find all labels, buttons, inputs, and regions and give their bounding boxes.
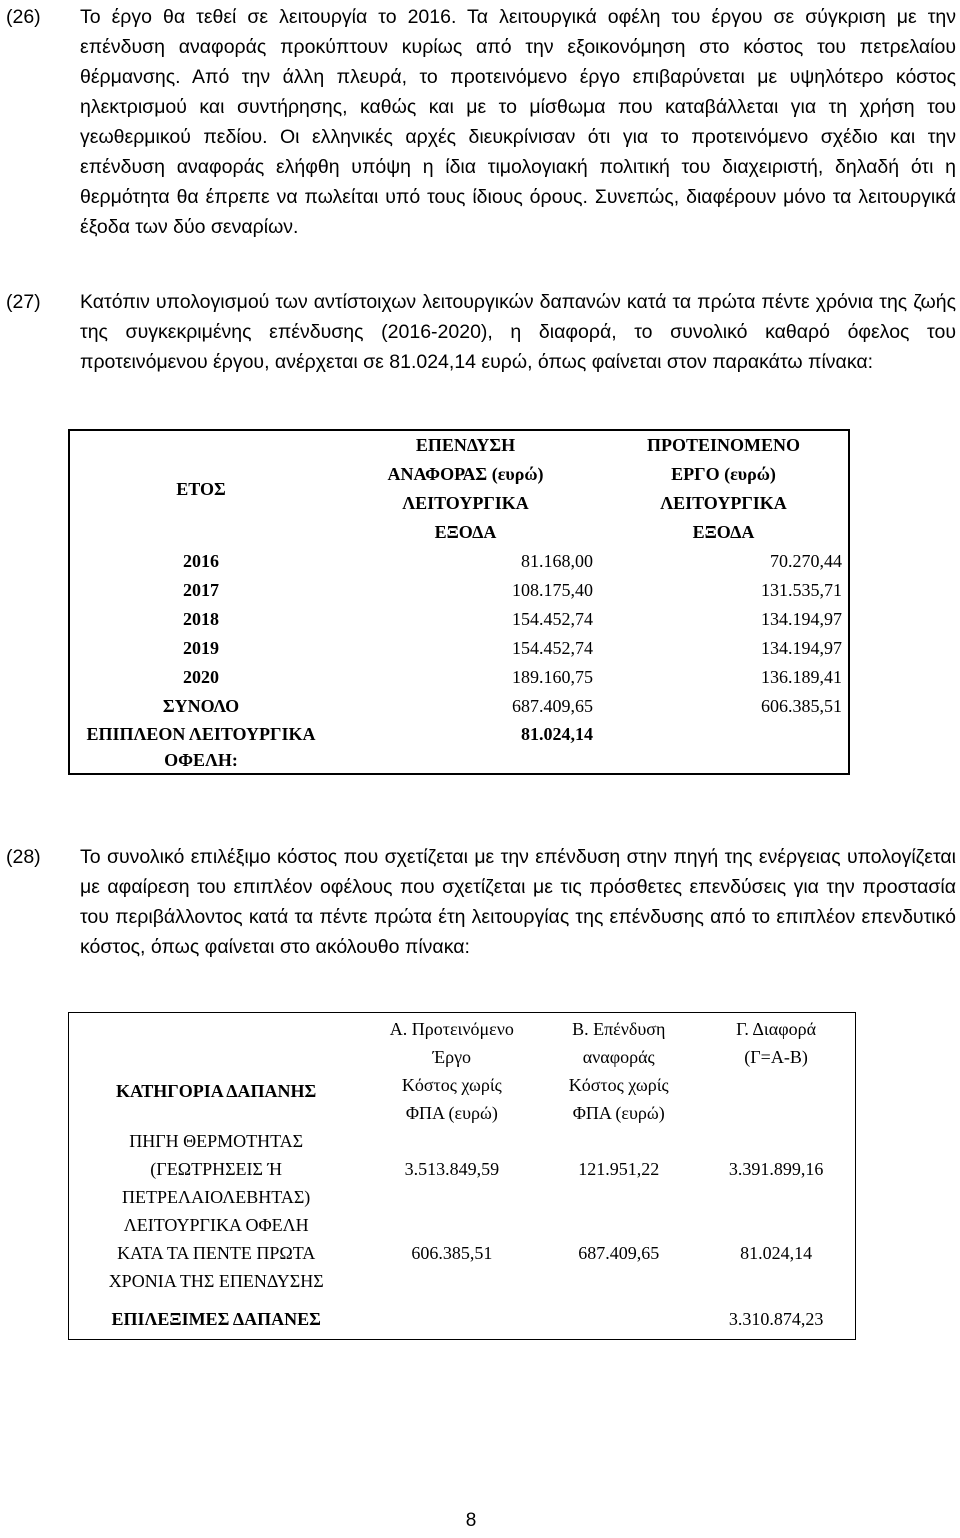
category-cell — [69, 1127, 364, 1211]
table-row — [69, 1127, 856, 1211]
table-row — [69, 547, 849, 576]
header-col-b-mid: αναφοράς — [582, 1047, 655, 1067]
category-line: ΛΕΙΤΟΥΡΓΙΚΑ ΟΦΕΛΗ — [123, 1215, 309, 1235]
proposed-cost-cell: 70.270,44 — [770, 551, 842, 571]
year-cell: 2016 — [183, 551, 219, 571]
extra-benefit-value: 81.024,14 — [521, 724, 594, 744]
category-line: (ΓΕΩΤΡΗΣΕΙΣ Ή — [150, 1159, 283, 1179]
value-b-cell: 687.409,65 — [578, 1243, 660, 1263]
value-b-cell: 121.951,22 — [578, 1159, 660, 1179]
header-proposed-top: ΠΡΟΤΕΙΝΟΜΕΝΟ — [647, 435, 801, 455]
extra-benefit-label — [69, 721, 332, 774]
category-header: ΚΑΤΗΓΟΡΙΑ ΔΑΠΑΝΗΣ — [116, 1081, 317, 1101]
total-proposed-cell: 606.385,51 — [761, 696, 842, 716]
header-col-b-cost1: Κόστος χωρίς — [568, 1075, 669, 1095]
proposed-cost-cell: 136.189,41 — [761, 667, 842, 687]
header-proposed-sub-b: ΕΞΟΔΑ — [692, 522, 755, 542]
year-cell: 2020 — [183, 667, 219, 687]
extra-benefit-label-line2: ΟΦΕΛΗ: — [164, 750, 238, 770]
value-a-cell: 606.385,51 — [411, 1243, 493, 1263]
header-col-c-mid: (Γ=Α-Β) — [744, 1047, 808, 1067]
year-cell: 2018 — [183, 609, 219, 629]
header-row — [69, 1013, 856, 1128]
header-col-b-cost2: ΦΠΑ (ευρώ) — [572, 1103, 665, 1123]
paragraph-number: (28) — [6, 846, 41, 868]
header-proposed-sub-a: ΛΕΙΤΟΥΡΓΙΚΑ — [660, 493, 787, 513]
proposed-cost-cell: 131.535,71 — [761, 580, 842, 600]
category-line: ΧΡΟΝΙΑ ΤΗΣ ΕΠΕΝΔΥΣΗΣ — [108, 1271, 324, 1291]
eligible-costs-label: ΕΠΙΛΕΞΙΜΕΣ ΔΑΠΑΝΕΣ — [111, 1309, 321, 1329]
reference-cost-cell: 108.175,40 — [512, 580, 594, 600]
proposed-cost-cell: 134.194,97 — [761, 609, 842, 629]
eligible-costs-value: 3.310.874,23 — [728, 1309, 824, 1329]
category-cell — [69, 1211, 364, 1295]
total-label: ΣΥΝΟΛΟ — [162, 696, 240, 716]
header-reference-mid: ΑΝΑΦΟΡΑΣ (ευρώ) — [387, 464, 544, 484]
total-row — [69, 692, 849, 721]
header-col-b — [540, 1013, 697, 1128]
header-proposed-mid: ΕΡΓΟ (ευρώ) — [671, 464, 776, 484]
proposed-cost-cell: 134.194,97 — [761, 638, 842, 658]
year-cell: 2019 — [183, 638, 219, 658]
table-row — [69, 663, 849, 692]
reference-cost-cell: 154.452,74 — [512, 609, 594, 629]
reference-cost-cell: 189.160,75 — [512, 667, 594, 687]
header-col-a-mid: Έργο — [432, 1047, 472, 1067]
header-col-c — [697, 1013, 855, 1128]
operating-costs-table — [68, 429, 850, 775]
header-reference-sub-a: ΛΕΙΤΟΥΡΓΙΚΑ — [402, 493, 529, 513]
total-reference-cell: 687.409,65 — [512, 696, 594, 716]
header-year: ΕΤΟΣ — [176, 478, 226, 499]
header-col-a-cost1: Κόστος χωρίς — [401, 1075, 502, 1095]
value-c-cell: 3.391.899,16 — [728, 1159, 824, 1179]
reference-cost-cell: 81.168,00 — [521, 551, 594, 571]
header-reference-top: ΕΠΕΝΔΥΣΗ — [415, 435, 516, 455]
paragraph-number: (26) — [6, 6, 41, 28]
header-col-b-top: Β. Επένδυση — [572, 1019, 666, 1039]
value-a-cell: 3.513.849,59 — [404, 1159, 500, 1179]
table-row — [69, 634, 849, 663]
header-col-a-cost2: ΦΠΑ (ευρώ) — [405, 1103, 498, 1123]
category-line: ΚΑΤΑ ΤΑ ΠΕΝΤΕ ΠΡΩΤΑ — [117, 1243, 316, 1263]
extra-benefit-row — [69, 721, 849, 774]
table-row — [69, 576, 849, 605]
paragraph-text: Το συνολικό επιλέξιμο κόστος που σχετίζεται με την επένδυση στην πηγή της ενέργειας υπολογίζεται με αφαίρεση του επιπλέον οφέλους που σχετίζεται με τις πρόσθετες επενδύσεις για την προστασία του περιβάλλοντος κατά τα πέντε πρώτα έτη λειτουργίας της επένδυσης από το επιπλέον επενδυτικό κόστος, όπως φαίνεται στο ακόλουθο πίνακα: — [80, 846, 956, 958]
year-cell: 2017 — [183, 580, 219, 600]
reference-cost-cell: 154.452,74 — [512, 638, 594, 658]
table-row — [69, 1211, 856, 1295]
extra-benefit-label-line1: ΕΠΙΠΛΕΟΝ ΛΕΙΤΟΥΡΓΙΚΑ — [86, 724, 316, 744]
header-reference-sub-b: ΕΞΟΔΑ — [434, 522, 497, 542]
eligible-costs-row — [69, 1295, 856, 1340]
paragraph-number: (27) — [6, 291, 41, 313]
eligible-costs-table — [68, 1012, 856, 1340]
paragraph-text: Κατόπιν υπολογισμού των αντίστοιχων λειτουργικών δαπανών κατά τα πρώτα πέντε χρόνια της ζωής της συγκεκριμένης επένδυσης (2016-2020), η διαφορά, το συνολικό καθαρό όφελος του προτεινόμενου έργου, ανέρχεται σε 81.024,14 ευρώ, όπως φαίνεται στον παρακάτω πίνακα: — [80, 291, 956, 373]
paragraph-text: Το έργο θα τεθεί σε λειτουργία το 2016. Τα λειτουργικά οφέλη του έργου σε σύγκριση με την επένδυση αναφοράς προκύπτουν κυρίως από την εξοικονόμηση στο κόστος του πετρελαίου θέρμανσης. Από την άλλη πλευρά, το προτεινόμενο έργο επιβαρύνεται με υψηλότερο κόστος ηλεκτρισμού και συντήρησης, καθώς και με το μίσθωμα που καταβάλλεται για τη χρήση του γεωθερμικού πεδίου. Οι ελληνικές αρχές διευκρίνισαν ότι για το προτεινόμενο σχέδιο και την επένδυση αναφοράς ελήφθη υπόψη η ίδια τιμολογιακή πολιτική του διαχειριστή, δηλαδή ότι η θερμότητα θα έπρεπε να πωλείται υπό τους ίδιους όρους. Συνεπώς, διαφέρουν μόνο τα λειτουργικά έξοδα των δύο σεναρίων. — [80, 6, 956, 238]
category-line: ΠΕΤΡΕΛΑΙΟΛΕΒΗΤΑΣ) — [122, 1187, 311, 1207]
header-col-c-top: Γ. Διαφορά — [736, 1019, 817, 1039]
category-line: ΠΗΓΗ ΘΕΡΜΟΤΗΤΑΣ — [129, 1131, 304, 1151]
value-c-cell: 81.024,14 — [740, 1243, 813, 1263]
header-col-a-top: Α. Προτεινόμενο — [389, 1019, 514, 1039]
table-row — [69, 605, 849, 634]
page-number: 8 — [465, 1510, 477, 1531]
header-col-a — [363, 1013, 540, 1128]
